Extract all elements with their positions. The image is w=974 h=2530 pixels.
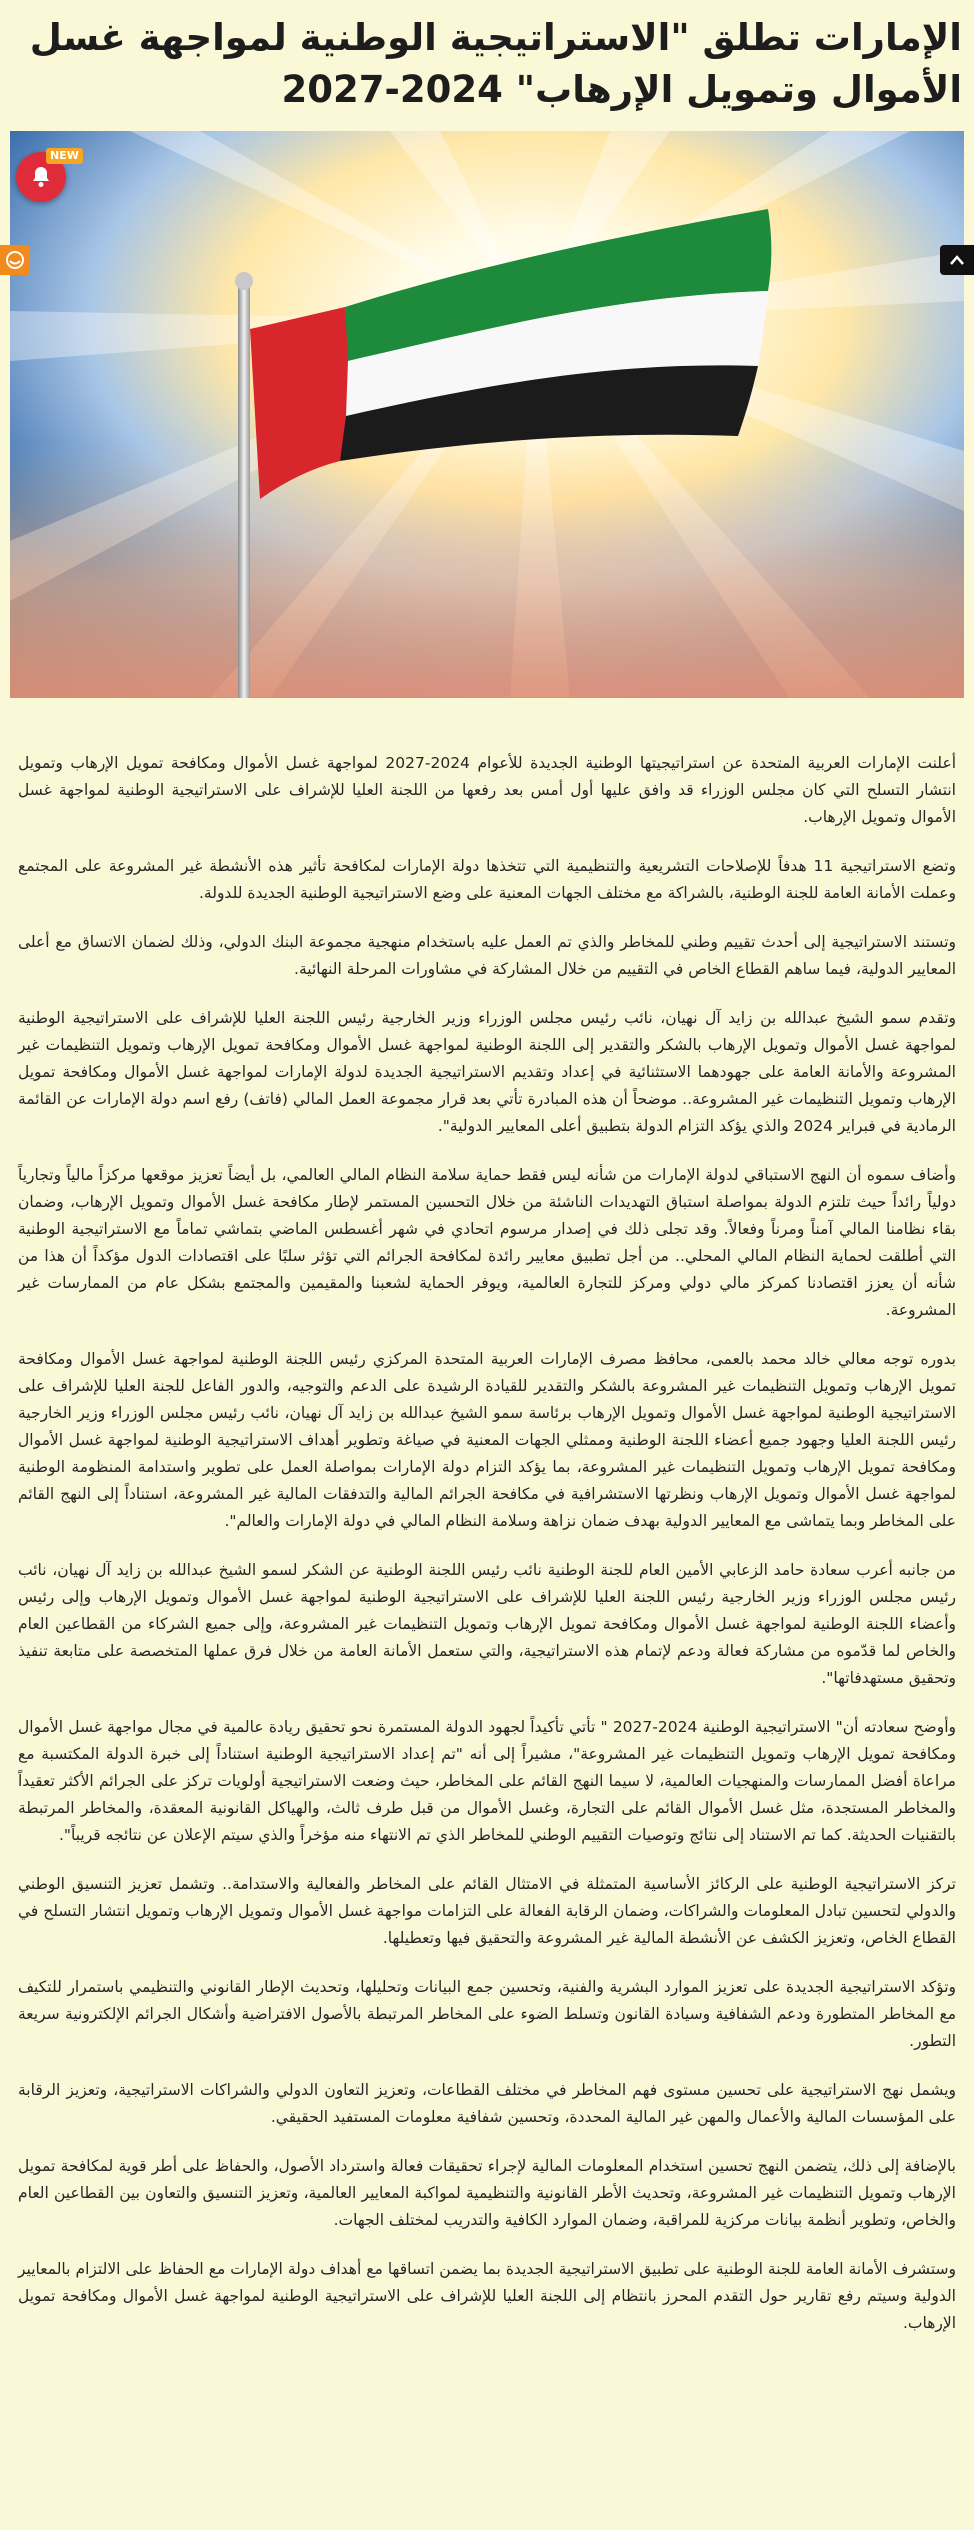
article-paragraph: وتؤكد الاستراتيجية الجديدة على تعزيز الموارد البشرية والفنية، وتحسين جمع البيانات وتحليلها، وتحديث الإطار القانوني والتنظيمي باستمرار للتكيف مع المخاطر المتطورة ودعم الشفافية وسيادة القانون وتسلط الضوء على المخاطر المرتبطة بالأصول الافتراضية وأشكال الجرائم الإلكترونية سريعة التطور. [18, 1978, 956, 2050]
article-paragraph: وتضع الاستراتيجية 11 هدفاً للإصلاحات التشريعية والتنظيمية التي تتخذها دولة الإمارات لمكافحة تأثير هذه الأنشطة غير المشروعة على المجتمع وعملت الأمانة العامة للجنة الوطنية، بالشراكة مع مختلف الجهات المعنية على وضع الاستراتيجية الوطنية الجديدة للدولة. [18, 857, 957, 902]
article-paragraph: بدوره توجه معالي خالد محمد بالعمى، محافظ مصرف الإمارات العربية المتحدة المركزي رئيس اللجنة الوطنية لمواجهة غسل الأموال ومكافحة تمويل الإرهاب وتمويل التنظيمات غير المشروعة بالشكر والتقدير للقيادة الرشيدة على الدعم والتوجيه، والدور الفاعل للجنة العليا للإشراف على الاستراتيجية الوطنية لمواجهة غسل الأموال وتمويل الإرهاب برئاسة سمو الشيخ عبدالله بن زايد آل نهيان، نائب رئيس مجلس الوزراء وزير الخارجية رئيس اللجنة العليا وجهود جميع أعضاء اللجنة الوطنية وممثلي الجهات المعنية في صياغة وتطوير أهداف الاستراتيجية الوطنية لمواجهة غسل الأموال ومكافحة تمويل الإرهاب وتمويل التنظيمات غير المشروعة، بما يؤكد التزام دولة الإمارات بمواصلة العمل على تطوير واستدامة المنظومة الوطنية لمواجهة غسل الأموال وتمويل الإرهاب ونظرتها الاستشرافية في مكافحة الجرائم المالية والتدفقات المالية غير المشروعة، استناداً إلى النهج القائم على المخاطر وبما يتماشى مع المعايير الدولية بهدف ضمان نزاهة وسلامة النظام المالي في دولة الإمارات والعالم". [18, 1350, 956, 1530]
hero-image-uae-flag [10, 131, 964, 698]
article-headline: الإمارات تطلق "الاستراتيجية الوطنية لمواجهة غسل الأموال وتمويل الإرهاب" 2024-2027 [29, 16, 962, 111]
article-paragraph: تركز الاستراتيجية الوطنية على الركائز الأساسية المتمثلة في الامتثال القائم على المخاطر والفعالية والاستدامة.. وتشمل تعزيز التنسيق الوطني والدولي لتحسين تبادل المعلومات والشراكات، وضمان الرقابة الفعالة على التزامات مواجهة غسل الأموال وتمويل الإرهاب وتمويل انتشار التسلح في القطاع الخاص، وتعزيز الكشف عن الأنشطة المالية غير المشروعة والتحقيق فيها وتعطيلها. [18, 1875, 956, 1947]
scroll-to-top-button[interactable] [940, 245, 974, 275]
reaction-button[interactable] [0, 245, 30, 275]
article-body [18, 750, 956, 2359]
article-paragraph: من جانبه أعرب سعادة حامد الزعابي الأمين العام للجنة الوطنية نائب رئيس اللجنة الوطنية عن الشكر لسمو الشيخ عبدالله بن زايد آل نهيان، نائب رئيس مجلس الوزراء وزير الخارجية رئيس اللجنة العليا للإشراف على الاستراتيجية الوطنية لمواجهة غسل الأموال وتمويل الإرهاب وإلى رئيس وأعضاء اللجنة الوطنية لمواجهة غسل الأموال ومكافحة تمويل الإرهاب وتمويل التنظيمات غير المشروعة، وإلى جميع الشركاء من القطاعين العام والخاص لما قدّموه من مشاركة فعالة ودعم لإتمام هذه الاستراتيجية، والتي ستعمل الأمانة العامة من خلال فرق عملها المتخصصة على متابعة تنفيذ وتحقيق مستهدفاتها". [18, 1561, 956, 1687]
article-paragraph: وأوضح سعادته أن" الاستراتيجية الوطنية 2024-2027 " تأتي تأكيداً لجهود الدولة المستمرة نحو تحقيق ريادة عالمية في مجال مواجهة غسل الأموال ومكافحة تمويل الإرهاب وتمويل التنظيمات غير المشروعة"، مشيراً إلى أنه "تم إعداد الاستراتيجية الوطنية استناداً إلى خبرة الدولة المكتسبة مع مراعاة أفضل الممارسات والمنهجيات العالمية، لا سيما النهج القائم على المخاطر، حيث وضعت الاستراتيجية أولويات تركز على الجرائم الأكثر تعقيداً والمخاطر المستجدة، مثل غسل الأموال القائم على التجارة، وغسل الأموال من قبل طرف ثالث، والهياكل القانونية المعقدة، والمخاطر المرتبطة بالتقنيات الحديثة. كما تم الاستناد إلى نتائج وتوصيات التقييم الوطني للمخاطر الذي تم الانتهاء منه مؤخراً والذي سيتم الإعلان عن نتائجه قريباً". [18, 1718, 956, 1844]
article-paragraph: وتقدم سمو الشيخ عبدالله بن زايد آل نهيان، نائب رئيس مجلس الوزراء وزير الخارجية رئيس اللجنة العليا للإشراف على الاستراتيجية الوطنية لمواجهة غسل الأموال وتمويل الإرهاب بالشكر والتقدير إلى اللجنة الوطنية لمواجهة غسل الأموال ومكافحة تمويل الإرهاب وتمويل التنظيمات غير المشروعة والأمانة العامة على جهودهما الاستثنائية في إعداد وتقديم الاستراتيجية الجديدة لدولة الإمارات لمواجهة غسل الأموال ومكافحة تمويل الإرهاب وتمويل التنظيمات غير المشروعة.. موضحاً أن هذه المبادرة تأتي بعد قرار مجموعة العمل المالي (فاتف) رفع اسم دولة الإمارات عن القائمة الرمادية في فبراير 2024 والذي يؤكد التزام الدولة بتطبيق أعلى المعايير الدولية". [18, 1009, 956, 1135]
article-paragraph: ويشمل نهج الاستراتيجية على تحسين مستوى فهم المخاطر في مختلف القطاعات، وتعزيز التعاون الدولي والشراكات الاستراتيجية، وتعزيز الرقابة على المؤسسات المالية والأعمال والمهن غير المالية المحددة، وتحسين شفافية معلومات المستفيد الحقيقي. [18, 2081, 956, 2126]
article-paragraph: بالإضافة إلى ذلك، يتضمن النهج تحسين استخدام المعلومات المالية لإجراء تحقيقات فعالة واسترداد الأصول، والحفاظ على أطر قوية لمكافحة تمويل الإرهاب وتمويل التنظيمات غير المشروعة، وتحديث الأطر القانونية والتنظيمية لمواكبة المعايير العالمية، وتعزيز التنسيق والتعاون بين القطاعين العام والخاص، وتطوير أنظمة بيانات مركزية للمراقبة، وضمان الموارد الكافية والتدريب لمختلف الجهات. [18, 2157, 956, 2229]
new-badge: NEW [46, 148, 83, 164]
bell-icon [29, 165, 53, 189]
article-paragraph: وتستند الاستراتيجية إلى أحدث تقييم وطني للمخاطر والذي تم العمل عليه باستخدام منهجية مجموعة البنك الدولي، وذلك لضمان الاتساق مع أعلى المعايير الدولية، فيما ساهم القطاع الخاص في التقييم من خلال المشاركة في مشاورات المرحلة النهائية. [18, 933, 956, 978]
article-paragraph: وأضاف سموه أن النهج الاستباقي لدولة الإمارات من شأنه ليس فقط حماية سلامة النظام المالي العالمي، بل أيضاً تعزيز موقعها مركزاً مالياً وتجارياً دولياً رائداً حيث تلتزم الدولة بمواصلة استباق التهديدات الناشئة من خلال التحسين المستمر لإطار مكافحة غسل الأموال وتمويل الإرهاب، وضمان بقاء نظامنا المالي آمناً ومرناً وفعالاً. وقد تجلى ذلك في إصدار مرسوم اتحادي في شهر أغسطس الماضي بتماشي تماماً مع الاستراتيجية الوطنية التي أطلقت لحماية النظام المالي المحلي.. من أجل تطبيق معايير رائدة لمكافحة الجرائم التي تؤثر سلبًا على اقتصادات الدول مؤكداً أن هذا من شأنه أن يعزز اقتصادنا كمركز مالي دولي ومركز للتجارة العالمية، ويوفر الحماية لشعبنا والمقيمين والمجتمع بشكل عام من الممارسات غير المشروعة. [18, 1166, 956, 1319]
article-paragraph: أعلنت الإمارات العربية المتحدة عن استراتيجيتها الوطنية الجديدة للأعوام 2024-2027 لمواجهة غسل الأموال ومكافحة تمويل الإرهاب وتمويل انتشار التسلح التي كان مجلس الوزراء قد وافق عليها أول أمس بعد رفعها من اللجنة العليا للإشراف على الاستراتيجية الوطنية لمواجهة غسل الأموال وتمويل الإرهاب. [18, 754, 956, 826]
article-paragraph: وستشرف الأمانة العامة للجنة الوطنية على تطبيق الاستراتيجية الجديدة بما يضمن اتساقها مع أهداف دولة الإمارات مع الحفاظ على الالتزام بالمعايير الدولية وسيتم رفع تقارير حول التقدم المحرز بانتظام إلى اللجنة العليا للإشراف على الاستراتيجية الوطنية لمواجهة غسل الأموال ومكافحة تمويل الإرهاب. [18, 2260, 956, 2332]
chevron-up-icon [949, 253, 965, 267]
reaction-icon [4, 250, 26, 270]
